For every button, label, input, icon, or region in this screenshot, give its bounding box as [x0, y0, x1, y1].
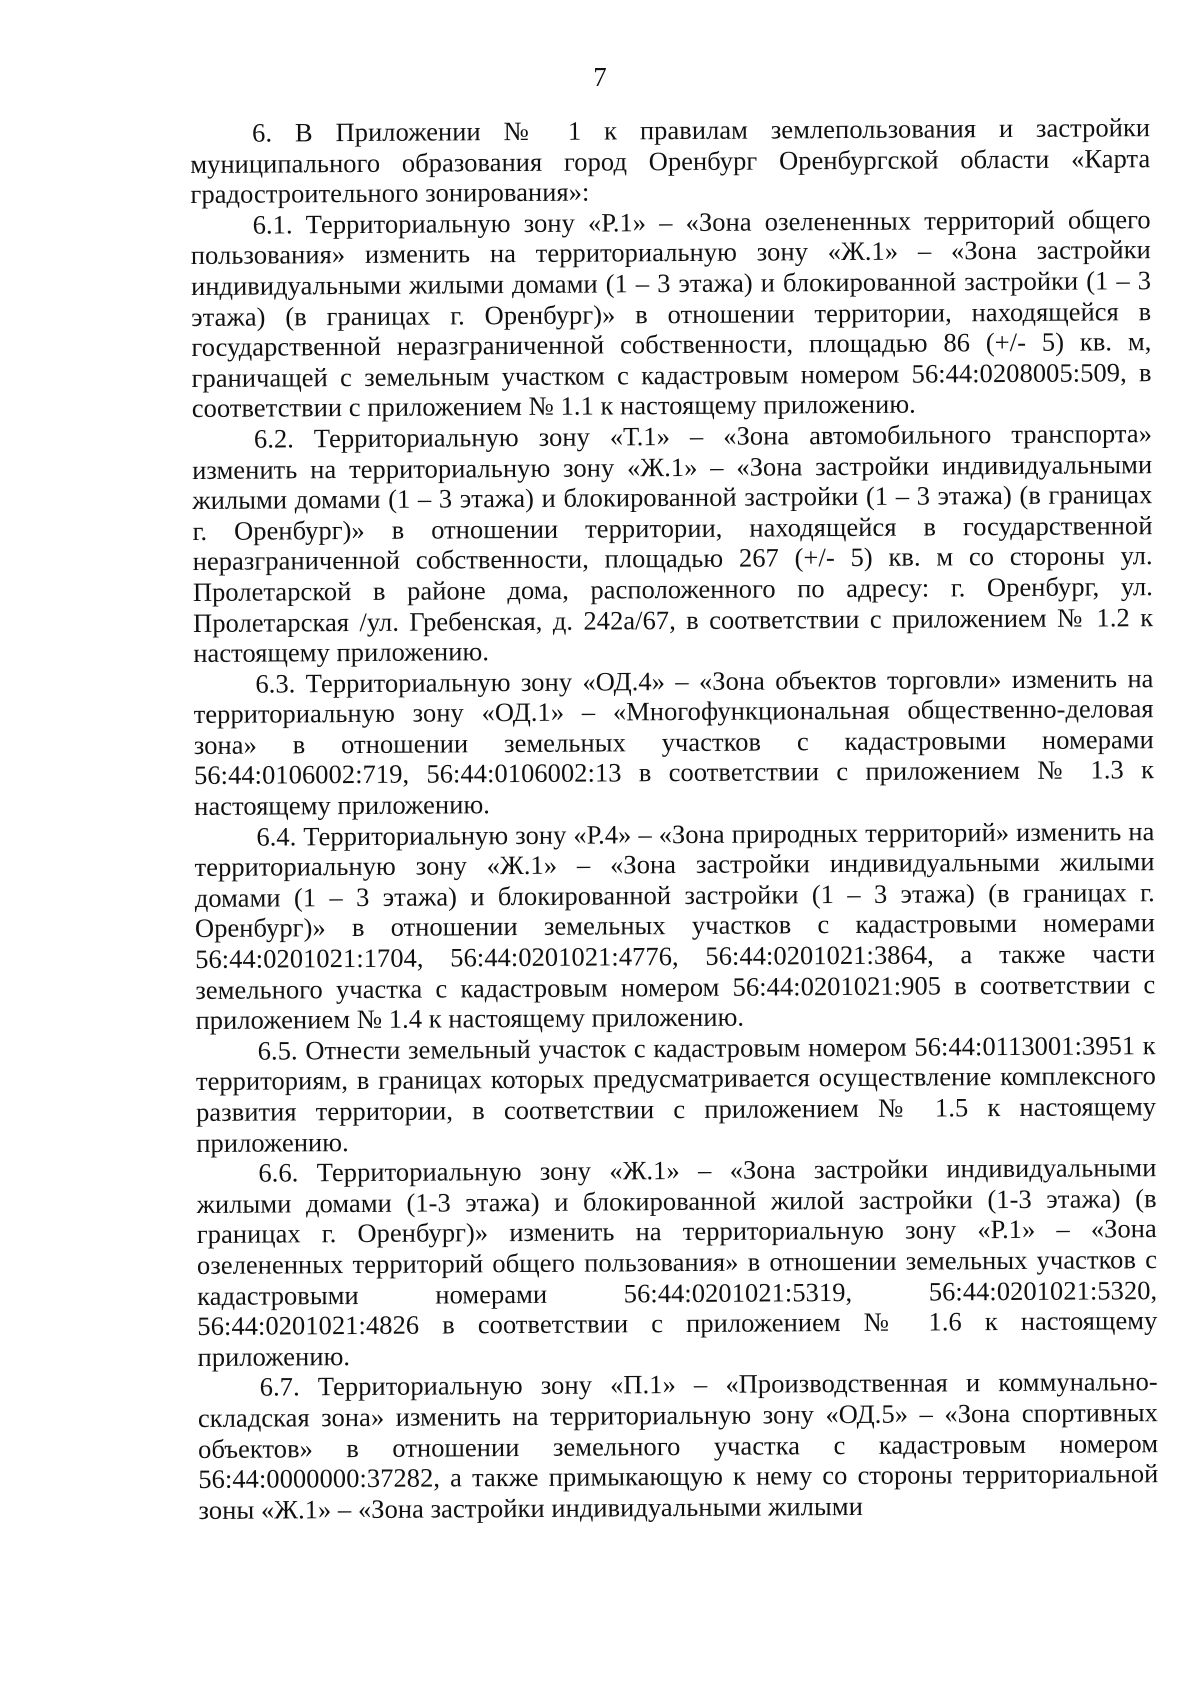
paragraph-6-1: 6.1. Территориальную зону «Р.1» – «Зона озелененных территорий общего пользования» изменить на территориальную зону «Ж.1» – «Зона застройки индивидуальными жилыми домами (1 – 3 этажа) и блокированной застройки (1 – 3 этажа) (в границах г. Оренбург)» в отношении территории, находящейся в государственной неразграниченной собственности, площадью 86 (+/- 5) кв. м, граничащей с земельным участком с кадастровым номером 56:44:0208005:509, в соответствии с приложением № 1.1 к настоящему приложению. [190, 203, 1152, 424]
paragraph-6-4: 6.4. Территориальную зону «Р.4» – «Зона природных территорий» изменить на территориальную зону «Ж.1» – «Зона застройки индивидуальными жилыми домами (1 – 3 этажа) и блокированной застройки (1 – 3 этажа) (в границах г. Оренбург)» в отношении земельных участков с кадастровыми номерами 56:44:0201021:1704, 56:44:0201021:4776, 56:44:0201021:3864, а также части земельного участка с кадастровым номером 56:44:0201021:905 в соответствии с приложением № 1.4 к настоящему приложению. [194, 815, 1156, 1036]
paragraph-6-2: 6.2. Территориальную зону «Т.1» – «Зона автомобильного транспорта» изменить на территориальную зону «Ж.1» – «Зона застройки индивидуальными жилыми домами (1 – 3 этажа) и блокированной застройки (1 – 3 этажа) (в границах г. Оренбург)» в отношении территории, находящейся в государственной неразграниченной собственности, площадью 267 (+/- 5) кв. м со стороны ул. Пролетарской в районе дома, расположенного по адресу: г. Оренбург, ул. Пролетарская /ул. Гребенская, д. 242а/67, в соответствии с приложением № 1.2 к настоящему приложению. [192, 418, 1154, 669]
paragraph-6: 6. В Приложении № 1 к правилам землепользования и застройки муниципального образования город Оренбург Оренбургской области «Карта градостроительного зонирования»: [190, 112, 1151, 210]
paragraph-6-5: 6.5. Отнести земельный участок с кадастровым номером 56:44:0113001:3951 к территориям, в границах которых предусматривается осуществление комплексного развития территории, в соответствии с приложением № 1.5 к настоящему приложению. [195, 1029, 1157, 1158]
paragraph-6-3: 6.3. Территориальную зону «ОД.4» – «Зона объектов торговли» изменить на территориальную зону «ОД.1» – «Многофункциональная общественно-деловая зона» в отношении земельных участков с кадастровыми номерами 56:44:0106002:719, 56:44:0106002:13 в соответствии с приложением № 1.3 к настоящему приложению. [193, 662, 1155, 822]
document-body [190, 112, 1159, 1525]
paragraph-6-7: 6.7. Территориальную зону «П.1» – «Производственная и коммунально-складская зона» изменить на территориальную зону «ОД.5» – «Зона спортивных объектов» в отношении земельного участка с кадастровым номером 56:44:0000000:37282, а также примыкающую к нему со стороны территориальной зоны «Ж.1» – «Зона застройки индивидуальными жилыми [197, 1366, 1159, 1525]
paragraph-6-6: 6.6. Территориальную зону «Ж.1» – «Зона застройки индивидуальными жилыми домами (1-3 этажа) и блокированной жилой застройки (1-3 этажа) (в границах г. Оренбург)» изменить на территориальную зону «Р.1» – «Зона озелененных территорий общего пользования» в отношении земельных участков с кадастровыми номерами 56:44:0201021:5319, 56:44:0201021:5320, 56:44:0201021:4826 в соответствии с приложением № 1.6 к настоящему приложению. [196, 1152, 1158, 1372]
page-number: 7 [593, 62, 607, 92]
